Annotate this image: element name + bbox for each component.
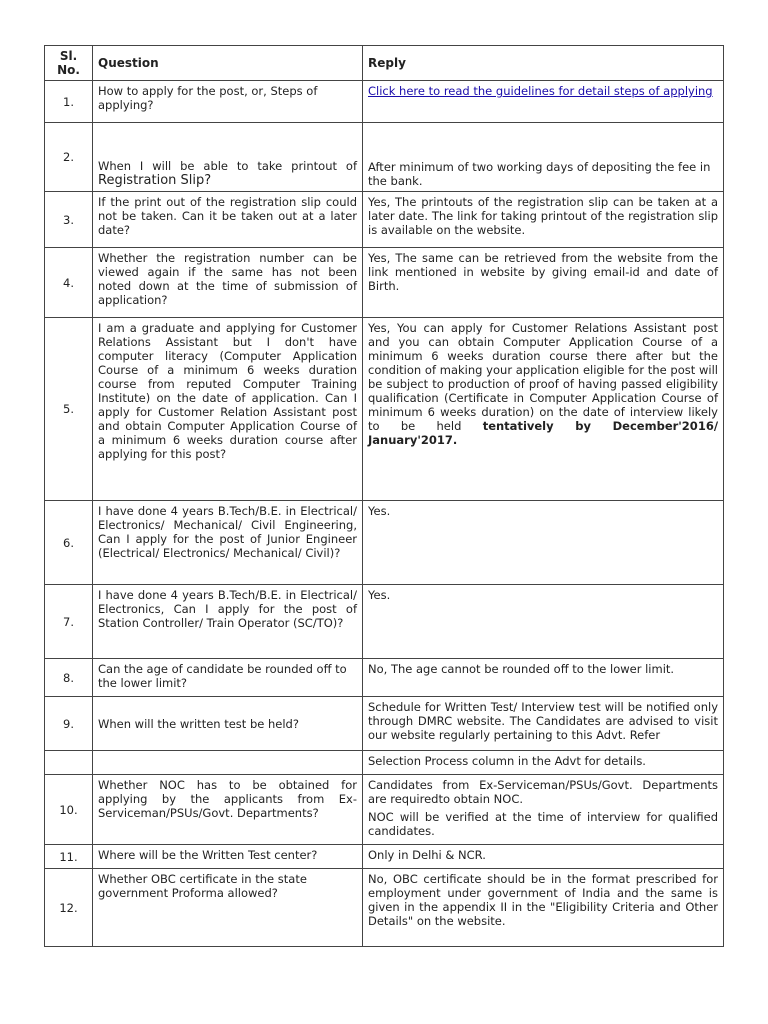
table-row: [45, 318, 724, 501]
question-cell: Where will be the Written Test center?: [93, 845, 363, 869]
question-text: When I will be able to take printout of: [98, 159, 357, 173]
reply-cell: No, The age cannot be rounded off to the lower limit.: [363, 659, 724, 697]
row-number: 5.: [45, 318, 93, 501]
question-cell: I have done 4 years B.Tech/B.E. in Electrical/ Electronics/ Mechanical/ Civil Engineering, Can I apply for the post of Junior Engineer (Electrical/ Electronics/ Mechanical/ Civil)?: [93, 501, 363, 585]
row-number: 8.: [45, 659, 93, 697]
table-row: [45, 697, 724, 751]
table-row: [45, 869, 724, 947]
reply-paragraph: NOC will be verified at the time of interview for qualified candidates.: [368, 810, 718, 838]
reply-cell: After minimum of two working days of depositing the fee in the bank.: [363, 123, 724, 192]
question-emphasis: Registration Slip?: [98, 173, 212, 188]
row-number: 2.: [45, 123, 93, 192]
reply-cell: [363, 775, 724, 845]
row-number: 9.: [45, 697, 93, 751]
table-row: [45, 81, 724, 123]
reply-cell: No, OBC certificate should be in the format prescribed for employment under government of India and the same is given in the appendix II in the "Eligibility Criteria and Other Details" on the website.: [363, 869, 724, 947]
question-cell: Whether OBC certificate in the state government Proforma allowed?: [93, 869, 363, 947]
reply-cell: Yes, The printouts of the registration slip can be taken at a later date. The link for taking printout of the registration slip is available on the website.: [363, 192, 724, 248]
question-cell: Whether NOC has to be obtained for applying by the applicants from Ex-Serviceman/PSUs/Govt. Departments?: [93, 775, 363, 845]
table-row: [45, 248, 724, 318]
row-number: 11.: [45, 845, 93, 869]
row-number: 3.: [45, 192, 93, 248]
row-number: 12.: [45, 869, 93, 947]
faq-table: [44, 45, 724, 947]
table-row: [45, 659, 724, 697]
question-cell: I have done 4 years B.Tech/B.E. in Electrical/ Electronics, Can I apply for the post of Station Controller/ Train Operator (SC/TO)?: [93, 585, 363, 659]
table-row: [45, 501, 724, 585]
reply-paragraph: Candidates from Ex-Serviceman/PSUs/Govt. Departments are requiredto obtain NOC.: [368, 778, 718, 806]
question-cell: If the print out of the registration slip could not be taken. Can it be taken out at a later date?: [93, 192, 363, 248]
reply-cell: Schedule for Written Test/ Interview test will be notified only through DMRC website. The Candidates are advised to visit our website regularly pertaining to this Advt. Refer: [363, 697, 724, 751]
table-row: [45, 192, 724, 248]
reply-continuation-cell: Selection Process column in the Advt for details.: [363, 751, 724, 775]
question-header: Question: [93, 46, 363, 81]
row-number: 10.: [45, 775, 93, 845]
table-row: [45, 123, 724, 192]
empty-number-cell: [45, 751, 93, 775]
reply-cell: Yes.: [363, 501, 724, 585]
guidelines-link[interactable]: Click here to read the guidelines for detail steps of applying: [368, 84, 713, 98]
question-cell: [93, 123, 363, 192]
sl-no-header: Sl. No.: [45, 46, 93, 81]
reply-cell: Yes.: [363, 585, 724, 659]
row-number: 7.: [45, 585, 93, 659]
row-number: 1.: [45, 81, 93, 123]
row-number: 6.: [45, 501, 93, 585]
empty-question-cell: [93, 751, 363, 775]
table-row-continued: [45, 751, 724, 775]
table-row: [45, 585, 724, 659]
row-number: 4.: [45, 248, 93, 318]
question-cell: When will the written test be held?: [93, 697, 363, 751]
table-row: [45, 775, 724, 845]
reply-header: Reply: [363, 46, 724, 81]
reply-cell: [363, 318, 724, 501]
question-cell: Can the age of candidate be rounded off to the lower limit?: [93, 659, 363, 697]
table-header-row: [45, 46, 724, 81]
reply-text: Yes, You can apply for Customer Relations Assistant post and you can obtain Computer Application Course of a minimum 6 weeks duration course there after but the condition of making your application eligible for the post will be subject to production of proof of having passed eligibility qualification (Certificate in Computer Application Course of minimum 6 weeks duration) on the date of interview likely to be held: [368, 321, 718, 433]
table-row: [45, 845, 724, 869]
question-cell: I am a graduate and applying for Customer Relations Assistant but I don't have computer literacy (Computer Application Course of a minimum 6 weeks duration course from reputed Computer Training Institute) on the date of application. Can I apply for Customer Relation Assistant post and obtain Computer Application Course of a minimum 6 weeks duration course after applying for this post?: [93, 318, 363, 501]
question-cell: How to apply for the post, or, Steps of applying?: [93, 81, 363, 123]
reply-cell: [363, 81, 724, 123]
reply-cell: Yes, The same can be retrieved from the website from the link mentioned in website by giving email-id and date of Birth.: [363, 248, 724, 318]
reply-cell: Only in Delhi & NCR.: [363, 845, 724, 869]
question-cell: Whether the registration number can be viewed again if the same has not been noted down at the time of submission of application?: [93, 248, 363, 318]
reply-date-emphasis: tentatively by December'2016/ January'2017.: [368, 419, 719, 447]
